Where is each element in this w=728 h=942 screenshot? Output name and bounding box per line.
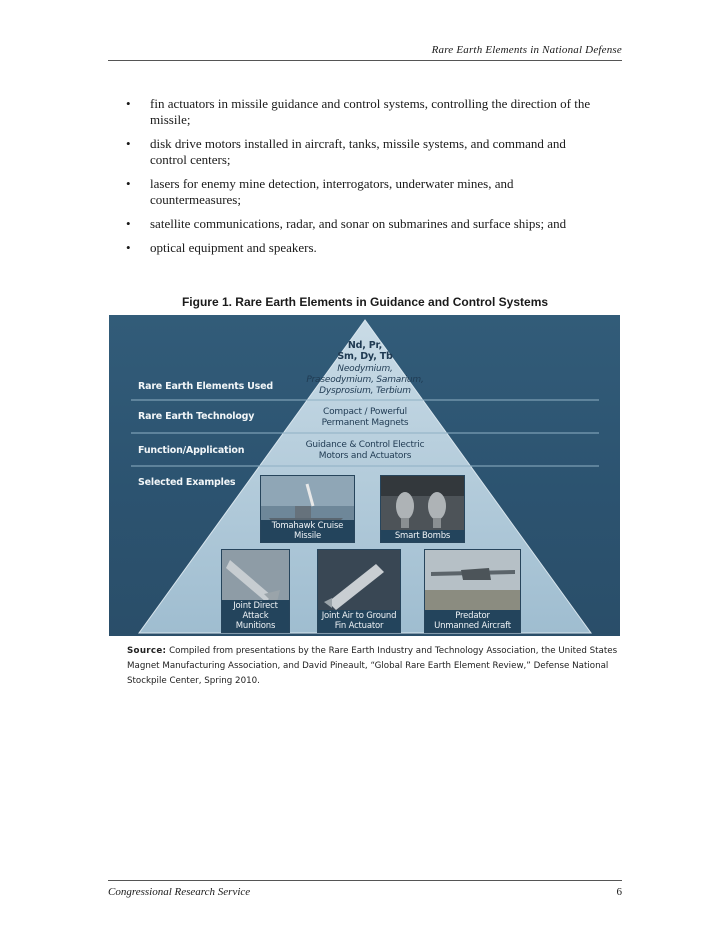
apex-names-1: Neodymium, (337, 364, 393, 374)
footer-publisher: Congressional Research Service (108, 886, 251, 898)
list-item-text: fin actuators in missile guidance and control systems, controlling the direction of the missile; (150, 96, 591, 127)
list-item-text: satellite communications, radar, and sonar on submarines and surface ships; and (150, 216, 567, 231)
row-label-elements: Rare Earth Elements Used (138, 381, 273, 392)
caption-predator-line-2: Unmanned Aircraft (434, 621, 511, 631)
list-item-text: optical equipment and speakers. (150, 240, 317, 255)
row-label-examples: Selected Examples (138, 477, 236, 488)
running-header (108, 38, 622, 61)
technology-line-1: Compact / Powerful (322, 407, 407, 417)
caption-jdam-line-1: Joint Direct (233, 601, 278, 611)
row-label-technology: Rare Earth Technology (138, 411, 255, 422)
apex-names-3: Dysprosium, Terbium (319, 386, 411, 396)
apex-symbols-1: Nd, Pr, (347, 340, 383, 351)
caption-jagm-line-1: Joint Air to Ground (321, 611, 397, 621)
figure-title: Figure 1. Rare Earth Elements in Guidance and Control Systems (181, 295, 549, 309)
list-item (120, 96, 600, 128)
list-item (120, 216, 600, 232)
bullet-list (120, 96, 600, 264)
caption-smart-bombs: Smart Bombs (381, 530, 464, 542)
source-label: Source: (127, 646, 167, 656)
caption-tomahawk: Tomahawk Cruise Missile (261, 520, 354, 542)
running-header-title: Rare Earth Elements in National Defense (431, 44, 622, 56)
apex-names-2: Praseodymium, Samarium, (306, 375, 424, 385)
photo-jdam (221, 549, 290, 633)
bullet-icon: • (126, 240, 131, 255)
pyramid-figure (109, 315, 620, 636)
list-item-text: disk drive motors installed in aircraft, tanks, missile systems, and command and control centers; (150, 136, 566, 167)
row-label-function: Function/Application (138, 445, 245, 456)
list-item (120, 240, 600, 256)
photo-jagm (317, 549, 401, 633)
photo-tomahawk (260, 475, 355, 543)
list-item (120, 176, 600, 208)
apex-symbols-2: Sm, Dy, Tb (337, 351, 393, 362)
photo-predator (424, 549, 521, 633)
caption-jdam-line-2: Attack Munitions (235, 611, 276, 631)
caption-predator (425, 610, 520, 632)
bullet-icon: • (126, 216, 131, 231)
function-line-2: Motors and Actuators (318, 451, 412, 461)
bullet-icon: • (126, 176, 131, 191)
source-text: Compiled from presentations by the Rare Earth Industry and Technology Association, the United States Magnet Manufacturing Association, and David Pineault, “Global Rare Earth Element Review,” Defense National Stockpile Center, Spring 2010. (127, 646, 618, 686)
bullet-icon: • (126, 96, 131, 111)
caption-jagm (318, 610, 400, 632)
list-item-text: lasers for enemy mine detection, interrogators, underwater mines, and countermeasures; (150, 176, 514, 207)
photo-smart-bombs (380, 475, 465, 543)
caption-jagm-line-2: Fin Actuator (334, 621, 384, 631)
technology-line-2: Permanent Magnets (321, 418, 409, 428)
page-footer (108, 880, 622, 898)
caption-predator-line-1: Predator (455, 611, 490, 621)
list-item (120, 136, 600, 168)
figure-source (127, 644, 627, 689)
bullet-icon: • (126, 136, 131, 151)
page-number: 6 (616, 886, 622, 898)
function-line-1: Guidance & Control Electric (305, 440, 425, 450)
caption-jdam (222, 600, 289, 632)
